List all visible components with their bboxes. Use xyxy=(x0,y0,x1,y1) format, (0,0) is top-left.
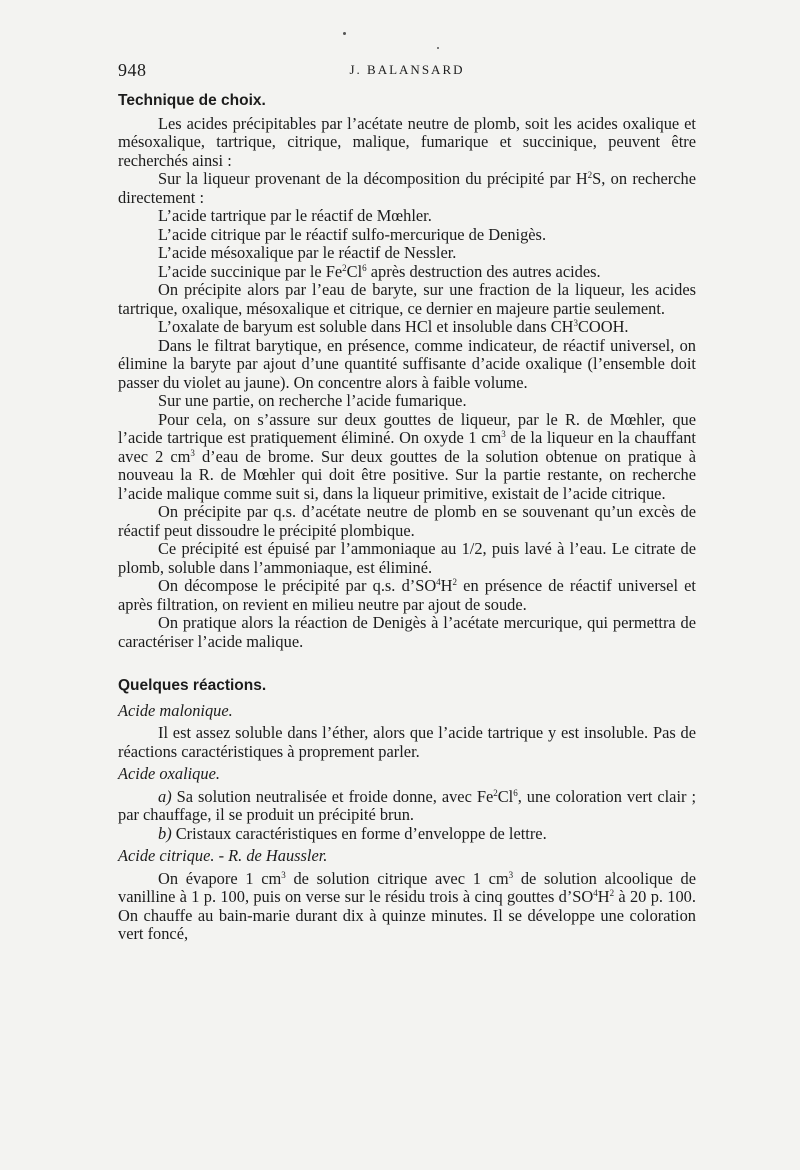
paragraph-ammoniaque: Ce précipité est épuisé par l’ammoniaque au 1/2, puis lavé à l’eau. Le citrate de plomb, soluble dans l’ammoniaque, est éliminé. xyxy=(118,539,696,577)
subheading-malonique: Acide malonique. xyxy=(118,700,233,720)
list-item-mesoxalique: L’acide mésoxalique par le réactif de Nessler. xyxy=(158,243,457,262)
list-item-tartrique: L’acide tartrique par le réactif de Mœhler. xyxy=(158,206,432,225)
paragraph-malonique: Il est assez soluble dans l’éther, alors que l’acide tartrique y est insoluble. Pas de réactions caractéristiques à proprement parler. xyxy=(118,723,696,761)
paragraph-oxalique-a: a) Sa solution neutralisée et froide donne, avec Fe$^2$Cl$^6$, une coloration vert clair ; par chauffage, il se produit un précipité brun. xyxy=(118,786,696,824)
paragraph-deniges: On pratique alors la réaction de Denigès à l’acétate mercurique, qui permettra de caractériser l’acide malique. xyxy=(118,613,696,651)
paragraph-oxalique-b: b) Cristaux caractéristiques en forme d’enveloppe de lettre. xyxy=(158,823,547,843)
paragraph-precipite-plomb: On précipite par q.s. d’acétate neutre de plomb en se souvenant qu’un excès de réactif peut dissoudre le précipité plombique. xyxy=(118,502,696,540)
running-title: J. BALANSARD xyxy=(349,62,465,77)
paragraph-intro: Les acides précipitables par l’acétate neutre de plomb, soit les acides oxalique et mésoxalique, tartrique, citrique, malique, fumarique et succinique, peuvent être recherchés ainsi : xyxy=(118,113,696,170)
list-item-succinique: L’acide succinique par le Fe$^2$Cl$^6$ après destruction des autres acides. xyxy=(158,261,601,281)
section-heading-reactions: Quelques réactions. xyxy=(118,677,267,694)
paragraph-decompose: On décompose le précipité par q.s. $d’SO^4H^2$ en présence de réactif universel et après filtration, on revient en milieu neutre par ajout de soude. xyxy=(118,576,696,614)
paragraph-liqueur: Sur la liqueur provenant de la décomposition du précipité par $H^2S$, on recherche directement : xyxy=(118,169,696,207)
subheading-oxalique: Acide oxalique. xyxy=(118,764,220,783)
paragraph-oxalate: L’oxalate de baryum est soluble dans HCl et insoluble dans $CH^3COOH$. xyxy=(158,317,629,336)
paragraph-filtrat: Dans le filtrat barytique, en présence, comme indicateur, de réactif universel, on élimine la baryte par ajout d’une quantité suffisante d’acide oxalique (l’ensemble doit passer du violet au jaune). On concentre alors à faible volume. xyxy=(118,335,696,392)
section-heading-technique: Technique de choix. xyxy=(118,92,266,109)
paragraph-moehler: Pour cela, on s’assure sur deux gouttes de liqueur, par le R. de Mœhler, que l’acide tartrique est pratiquement éliminé. On oxyde 1 $cm^3$ de la liqueur en la chauffant avec 2 $cm^3$ d’eau de brome. Sur deux gouttes de la solution obtenue on pratique à nouveau la R. de Mœhler qui doit être positive. Sur la partie restante, on recherche l’acide malique comme suit si, dans la liqueur primitive, existait de l’acide citrique. xyxy=(118,409,696,503)
list-item-citrique: L’acide citrique par le réactif sulfo-mercurique de Denigès. xyxy=(158,224,547,244)
ink-speck xyxy=(343,32,346,35)
page-number: 948 xyxy=(118,60,147,80)
ink-speck xyxy=(437,47,439,49)
paragraph-citrique: On évapore 1 $cm^3$ de solution citrique avec 1 $cm^3$ de solution alcoolique de vanilline à 1 p. 100, puis on verse sur le résidu trois à cinq gouttes $d’SO^4H^2$ à 20 p. 100. On chauffe au bain-marie durant dix à quinze minutes. Il se développe une coloration vert foncé, xyxy=(118,868,696,943)
paragraph-fumarique: Sur une partie, on recherche l’acide fumarique. xyxy=(158,391,467,410)
subheading-citrique: Acide citrique. - R. de Haussler. xyxy=(118,846,328,865)
page-header xyxy=(118,60,696,82)
paragraph-baryte: On précipite alors par l’eau de baryte, sur une fraction de la liqueur, les acides tartrique, oxalique, mésoxalique et citrique, ce dernier en majeure partie seulement. xyxy=(118,280,696,318)
body-text xyxy=(118,90,696,944)
